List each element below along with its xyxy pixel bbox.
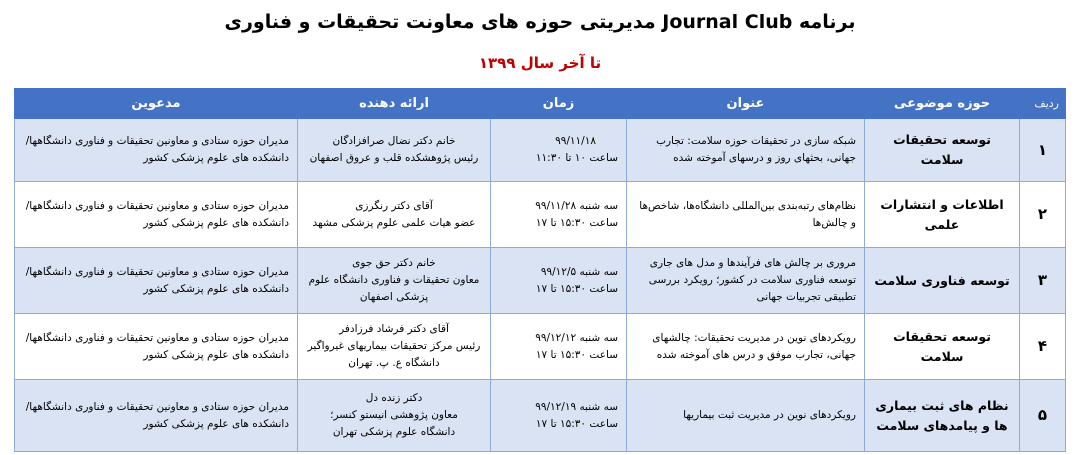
- row-time-hours: ساعت ۱۵:۳۰ تا ۱۷: [535, 417, 618, 430]
- row-time-date: سه شنبه ۹۹/۱۱/۲۸: [535, 199, 618, 212]
- row-topic: [627, 248, 865, 314]
- row-time-date: سه شنبه ۹۹/۱۲/۱۹: [535, 400, 618, 413]
- row-invitees: [15, 119, 298, 182]
- table-row: [15, 182, 1066, 248]
- row-number: ۳: [1020, 248, 1066, 314]
- table-row: [15, 314, 1066, 380]
- row-time: [491, 314, 627, 380]
- row-topic-text: مروری بر چالش های فرآیندها و مدل های جاری توسعه فناوری سلامت در کشور؛ رویکرد بررسی تطبیقی تجربیات جهانی: [648, 257, 856, 303]
- row-presenter-title: رئیس مرکز تحقیقات بیماریهای غیرواگیر: [307, 340, 481, 352]
- row-presenter-name: خانم دکتر نضال صرافزادگان: [332, 135, 456, 147]
- row-presenter-name: آقای دکتر فرشاد فرزادفر: [339, 323, 449, 335]
- row-topic-text: شبکه سازی در تحقیقات حوزه سلامت: تجارب جهانی، بحثهای روز و درسهای آموخته شده: [656, 135, 856, 164]
- row-presenter: [298, 119, 491, 182]
- row-time: [491, 119, 627, 182]
- row-number: ۴: [1020, 314, 1066, 380]
- row-topic-text: رویکردهای نوین در مدیریت ثبت بیماریها: [683, 409, 856, 421]
- row-presenter: [298, 182, 491, 248]
- row-time: [491, 182, 627, 248]
- header-topic: عنوان: [627, 89, 865, 119]
- row-number: ۵: [1020, 380, 1066, 452]
- row-domain: نظام های ثبت بیماری ها و پیامدهای سلامت: [865, 380, 1020, 452]
- row-presenter: [298, 380, 491, 452]
- row-time-date: سه شنبه ۹۹/۱۲/۵: [540, 265, 618, 278]
- table-row: [15, 248, 1066, 314]
- schedule-table: [14, 88, 1066, 452]
- row-invitees: [15, 380, 298, 452]
- page-title: برنامه Journal Club مدیریتی حوزه های معاونت تحقیقات و فناوری: [224, 11, 856, 33]
- row-domain: توسعه تحقیقات سلامت: [865, 119, 1020, 182]
- row-presenter-name: دکتر زنده دل: [365, 392, 423, 404]
- row-invitees: [15, 314, 298, 380]
- row-presenter-title: رئیس پژوهشکده قلب و عروق اصفهان: [309, 152, 479, 164]
- row-invitees-text: مدیران حوزه ستادی و معاونین تحقیقات و فناوری دانشگاهها/ دانشکده های علوم پزشکی کشور: [25, 199, 289, 229]
- table-row: [15, 119, 1066, 182]
- row-presenter-name: آقای دکتر رنگرزی: [355, 199, 433, 212]
- header-domain: حوزه موضوعی: [865, 89, 1020, 119]
- row-topic: [627, 182, 865, 248]
- row-invitees-text: مدیران حوزه ستادی و معاونین تحقیقات و فناوری دانشگاهها/ دانشکده های علوم پزشکی کشور: [25, 135, 289, 164]
- row-time-hours: ساعت ۱۵:۳۰ تا ۱۷: [535, 282, 618, 295]
- row-time: [491, 248, 627, 314]
- row-presenter-affiliation: پزشکی اصفهان: [359, 291, 429, 303]
- header-invitees: مدعوین: [15, 89, 298, 119]
- row-number: ۱: [1020, 119, 1066, 182]
- row-topic-text: رویکردهای نوین در مدیریت تحقیقات: چالشهای جهانی، تجارب موفق و درس های آموخته شده: [652, 331, 856, 361]
- row-topic: [627, 380, 865, 452]
- row-presenter-title: معاون پژوهشی انیستو کنسر؛: [330, 409, 458, 421]
- row-invitees-text: مدیران حوزه ستادی و معاونین تحقیقات و فناوری دانشگاهها/ دانشکده های علوم پزشکی کشور: [25, 400, 289, 430]
- row-time-date: ۹۹/۱۱/۱۸: [555, 135, 596, 147]
- row-invitees: [15, 248, 298, 314]
- row-invitees: [15, 182, 298, 248]
- row-presenter: [298, 248, 491, 314]
- row-presenter-name: خانم دکتر حق جوی: [352, 257, 436, 269]
- row-invitees-text: مدیران حوزه ستادی و معاونین تحقیقات و فناوری دانشگاهها/ دانشکده های علوم پزشکی کشور: [25, 265, 289, 295]
- row-time-date: سه شنبه ۹۹/۱۲/۱۲: [535, 331, 618, 344]
- row-presenter-title: عضو هیات علمی علوم پزشکی مشهد: [312, 216, 476, 229]
- row-invitees-text: مدیران حوزه ستادی و معاونین تحقیقات و فناوری دانشگاهها/ دانشکده های علوم پزشکی کشور: [25, 331, 289, 361]
- row-presenter-affiliation: دانشگاه ع. پ. تهران: [348, 357, 440, 369]
- row-number: ۲: [1020, 182, 1066, 248]
- row-time-hours: ساعت ۱۵:۳۰ تا ۱۷: [535, 216, 618, 229]
- page-subtitle: تا آخر سال ۱۳۹۹: [478, 54, 602, 72]
- header-time: زمان: [491, 89, 627, 119]
- row-topic: [627, 314, 865, 380]
- row-topic: [627, 119, 865, 182]
- row-domain: توسعه تحقیقات سلامت: [865, 314, 1020, 380]
- row-time: [491, 380, 627, 452]
- header-row-number: ردیف: [1020, 89, 1066, 119]
- row-time-hours: ساعت ۱۵:۳۰ تا ۱۷: [535, 348, 618, 361]
- table-row: [15, 380, 1066, 452]
- row-presenter: [298, 314, 491, 380]
- row-time-hours: ساعت ۱۰ تا ۱۱:۳۰: [535, 152, 618, 164]
- row-presenter-affiliation: دانشگاه علوم پزشکی تهران: [332, 426, 456, 438]
- row-domain: توسعه فناوری سلامت: [865, 248, 1020, 314]
- row-topic-text: نظام‌های رتبه‌بندی بین‌المللی دانشگاه‌ها، شاخص‌ها و چالش‌ها: [639, 199, 856, 229]
- header-presenter: ارائه دهنده: [298, 89, 491, 119]
- row-domain: اطلاعات و انتشارات علمی: [865, 182, 1020, 248]
- row-presenter-title: معاون تحقیقات و فناوری دانشگاه علوم: [308, 274, 480, 286]
- table-header-row: [15, 89, 1066, 119]
